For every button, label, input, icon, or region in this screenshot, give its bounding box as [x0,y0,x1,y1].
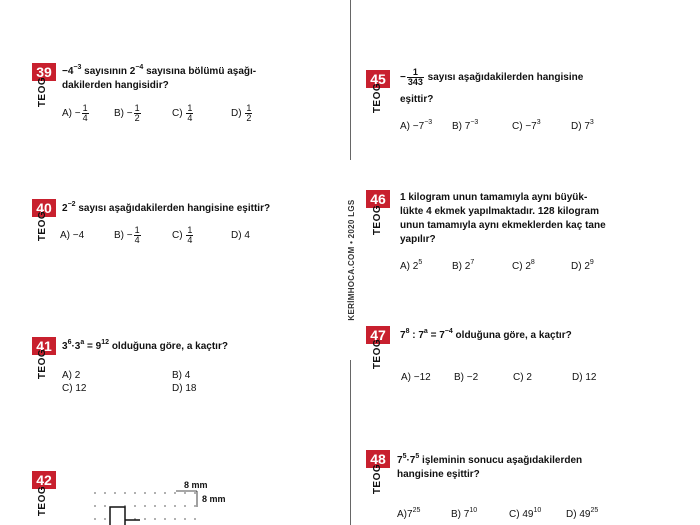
q42-dimension-top: 8 mm [184,480,208,490]
q41-option-a[interactable]: A) 2 [62,370,81,381]
side-brand: KERİMHOCA.COM • 2020 LGS [346,160,358,360]
teog-label-45: TEOG [372,82,383,114]
q41-option-d[interactable]: D) 18 [172,383,197,394]
q39-option-c[interactable]: C) $\frac{1}{4}$ [172,103,193,123]
q40-option-d[interactable]: D) 4 [231,230,250,241]
q41-option-c[interactable]: C) 12 [62,383,87,394]
question-number-47: 47 [366,326,390,344]
q47-option-a[interactable]: A) −12 [401,372,431,383]
q41-stem: $3^6\cdot 3^a = 9^{12}$ olduğuna göre, a kaçtır? [62,339,228,352]
question-number-46: 46 [366,190,390,208]
q39-option-d[interactable]: D) $\frac{1}{2}$ [231,103,252,123]
q42-dimension-side: 8 mm [202,494,226,504]
q40-option-b[interactable]: B) − $\frac{1}{4}$ [114,225,140,245]
question-number-45: 45 [366,70,390,88]
q39-option-a[interactable]: A) − $\frac{1}{4}$ [62,103,88,123]
teog-label-46: TEOG [372,204,383,236]
q40-option-c[interactable]: C) $\frac{1}{4}$ [172,225,193,245]
q48-option-a[interactable]: $A)7^{25}$ [397,507,421,520]
q47-stem: $7^8$ : $7^a = 7^{-4}$ olduğuna göre, a kaçtır? [400,328,572,341]
q39-option-b[interactable]: B) − $\frac{1}{2}$ [114,103,140,123]
q45-option-c[interactable]: $C) -7^3$ [512,119,541,132]
q46-stem-line1: 1 kilogram unun tamamıyla aynı büyük- [400,192,588,203]
q46-stem-line2: lükte 4 ekmek yapılmaktadır. 128 kilogram [400,206,599,217]
teog-label-40: TEOG [37,210,48,242]
question-number-40: 40 [32,199,56,217]
q46-option-a[interactable]: A) $2^5$ [400,259,423,272]
q39-stem-line2: dakilerden hangisidir? [62,80,169,91]
question-number-39: 39 [32,63,56,81]
q46-option-b[interactable]: B) $2^7$ [452,259,475,272]
teog-label-41: TEOG [37,348,48,380]
teog-label-48: TEOG [372,463,383,495]
q47-option-c[interactable]: C) 2 [513,372,532,383]
q47-option-d[interactable]: D) 12 [572,372,597,383]
q48-option-b[interactable]: B) $7^{10}$ [451,507,478,520]
q45-stem-line2: eşittir? [400,94,434,105]
q45-option-d[interactable]: D) $7^3$ [571,119,594,132]
q47-option-b[interactable]: B) −2 [454,372,479,383]
teog-label-39: TEOG [37,76,48,108]
q40-option-a[interactable]: A) −4 [60,230,85,241]
q46-stem-line4: yapılır? [400,234,436,245]
q45-option-a[interactable]: $A) -7^{-3}$ [400,119,433,132]
q41-option-b[interactable]: B) 4 [172,370,191,381]
question-number-48: 48 [366,450,390,468]
q45-option-b[interactable]: B) $7^{-3}$ [452,119,479,132]
q45-stem: − $\frac{1}{343}$ sayısı aşağıdakilerden hangisine [400,67,584,87]
q46-stem-line3: unun tamamıyla aynı ekmeklerden kaç tane [400,220,606,231]
q40-stem: $2^{-2}$ sayısı aşağıdakilerden hangisine eşittir? [62,201,271,214]
q46-option-c[interactable]: C) $2^8$ [512,259,535,272]
q48-option-c[interactable]: C) $49^{10}$ [509,507,542,520]
q39-stem: $-4^{-3}$ sayısının $2^{-4}$ sayısına bölümü aşağı- [62,64,257,77]
q48-stem: $7^5\cdot 7^5$ işleminin sonucu aşağıdakilerden [397,453,583,466]
question-number-41: 41 [32,337,56,355]
q46-option-d[interactable]: D) $2^9$ [571,259,594,272]
teog-label-42: TEOG [37,485,48,517]
q48-stem-line2: hangisine eşittir? [397,469,480,480]
question-number-42: 42 [32,471,56,489]
q48-option-d[interactable]: D) $49^{25}$ [566,507,599,520]
teog-label-47: TEOG [372,338,383,370]
